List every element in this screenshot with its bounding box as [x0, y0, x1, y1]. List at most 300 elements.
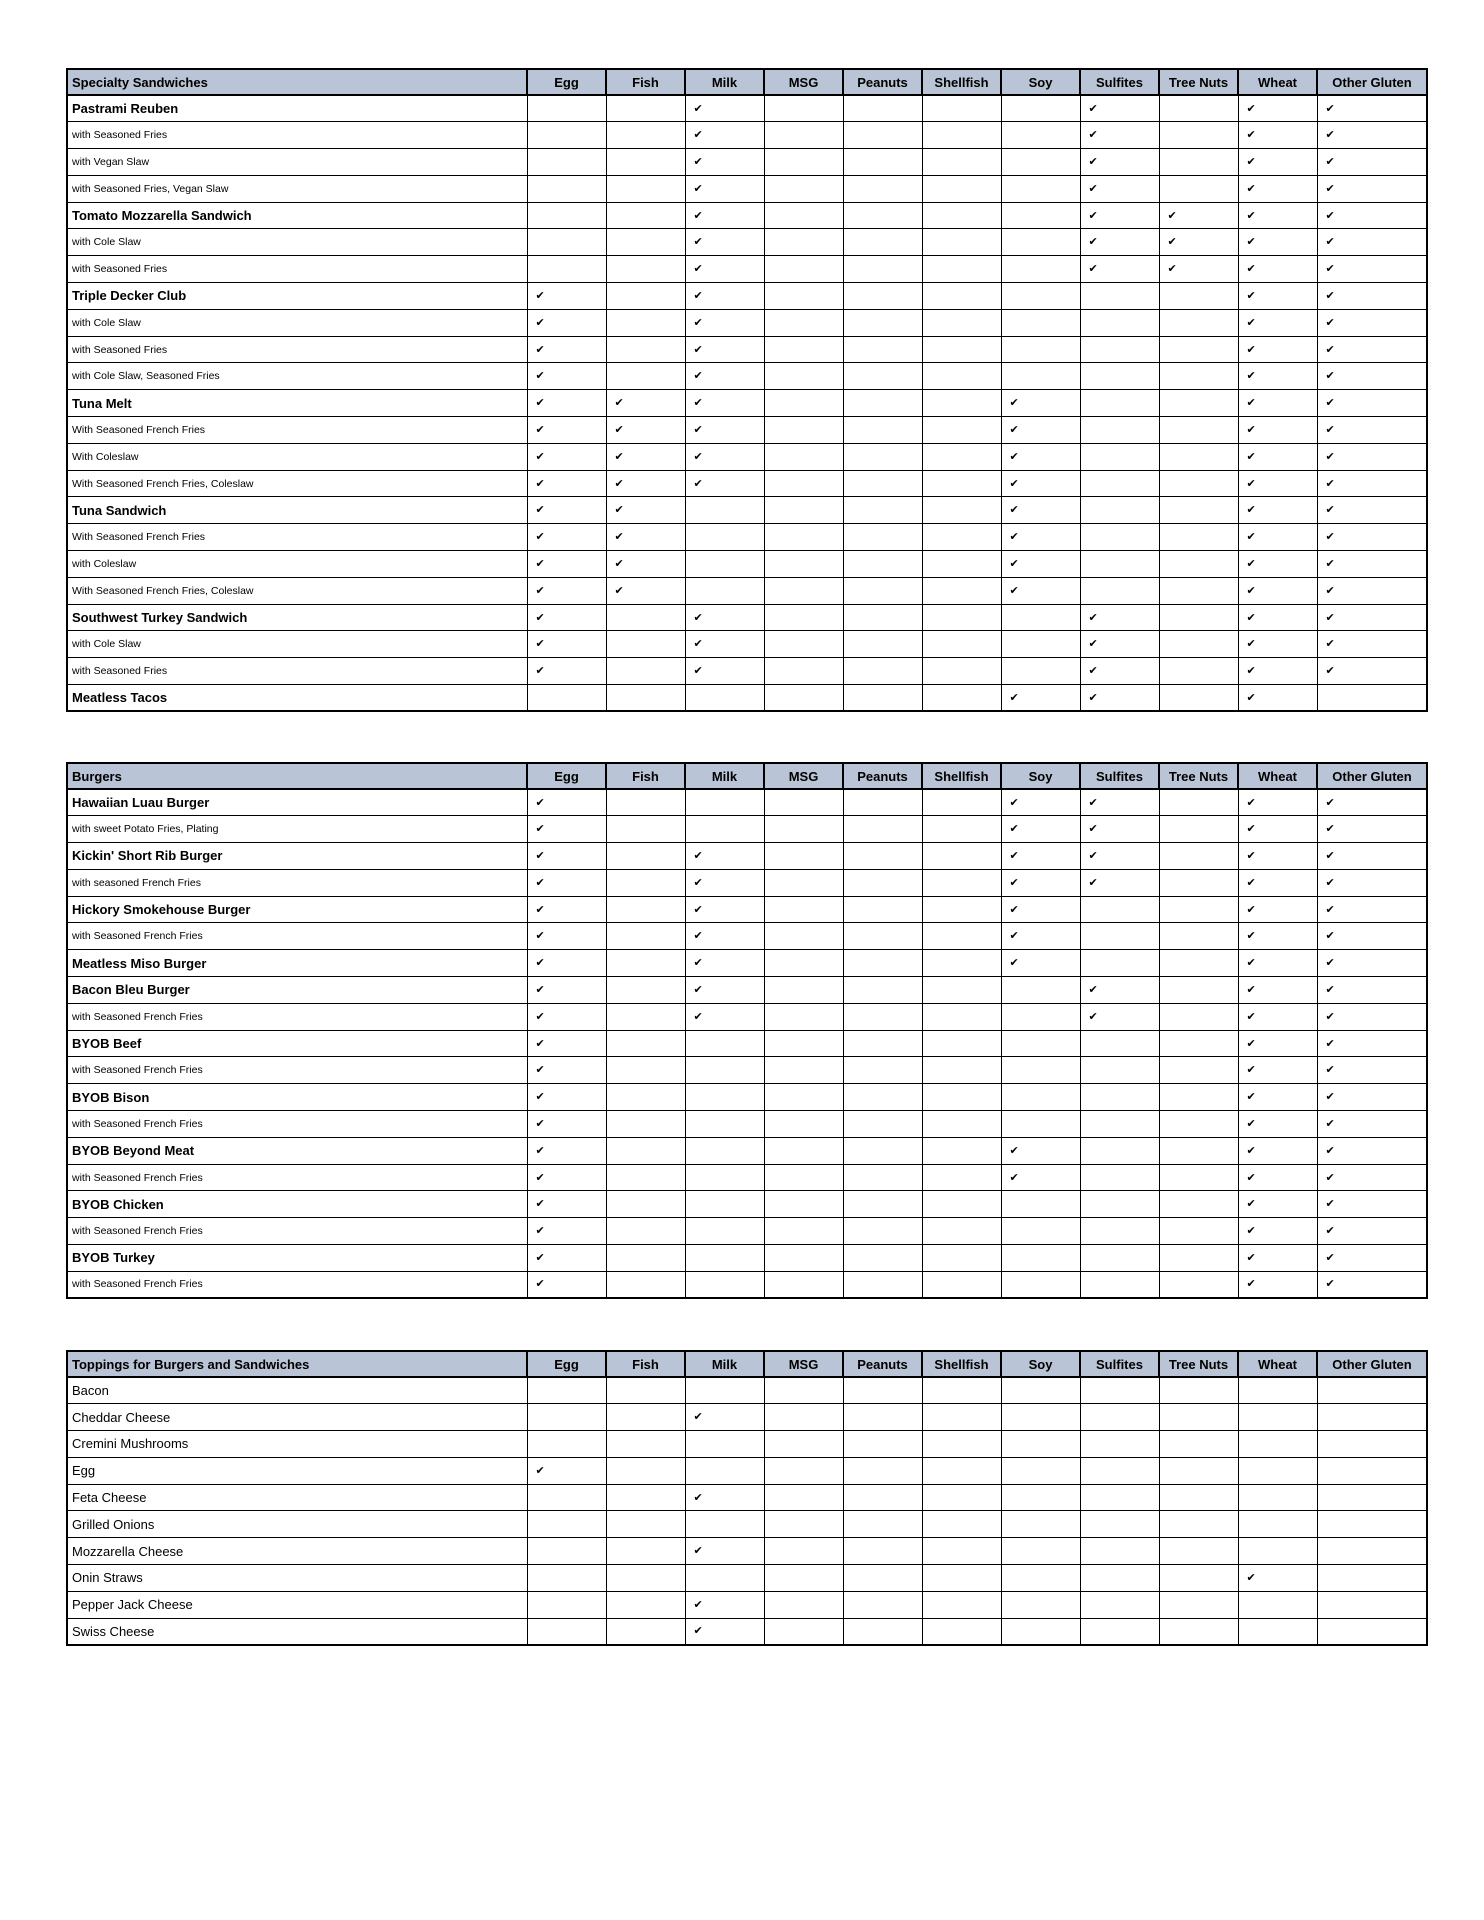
allergen-cell-wheat: [1238, 1511, 1317, 1538]
allergen-cell-soy: [1001, 577, 1080, 604]
allergen-cell-tree-nuts: [1159, 1030, 1238, 1057]
allergen-cell-tree-nuts: [1159, 1618, 1238, 1645]
allergen-cell-milk: [685, 1538, 764, 1565]
allergen-cell-milk: [685, 229, 764, 256]
check-mark-icon: ✔: [693, 209, 703, 222]
allergen-cell-peanuts: [843, 497, 922, 524]
allergen-cell-msg: [764, 229, 843, 256]
check-mark-icon: ✔: [1246, 957, 1256, 970]
allergen-cell-tree-nuts: [1159, 175, 1238, 202]
check-mark-icon: ✔: [1009, 531, 1019, 544]
allergen-cell-sulfites: [1080, 1003, 1159, 1030]
allergen-cell-soy: [1001, 896, 1080, 923]
allergen-cell-peanuts: [843, 1137, 922, 1164]
check-mark-icon: ✔: [1325, 876, 1335, 889]
check-mark-icon: ✔: [1009, 796, 1019, 809]
allergen-cell-soy: [1001, 1404, 1080, 1431]
allergen-cell-peanuts: [843, 1191, 922, 1218]
allergen-cell-other-gluten: [1317, 1431, 1427, 1458]
allergen-cell-egg: [527, 229, 606, 256]
check-mark-icon: ✔: [535, 1037, 545, 1050]
allergen-cell-shellfish: [922, 950, 1001, 977]
check-mark-icon: ✔: [1325, 1198, 1335, 1211]
check-mark-icon: ✔: [693, 983, 703, 996]
check-mark-icon: ✔: [1088, 236, 1098, 249]
allergen-cell-sulfites: [1080, 363, 1159, 390]
allergen-cell-soy: [1001, 229, 1080, 256]
allergen-cell-wheat: [1238, 229, 1317, 256]
allergen-cell-soy: [1001, 1164, 1080, 1191]
check-mark-icon: ✔: [1325, 450, 1335, 463]
table-row: [67, 497, 1427, 524]
allergen-cell-tree-nuts: [1159, 1538, 1238, 1565]
allergen-cell-egg: [527, 1137, 606, 1164]
allergen-cell-shellfish: [922, 1271, 1001, 1298]
allergen-cell-other-gluten: [1317, 1404, 1427, 1431]
allergen-cell-wheat: [1238, 363, 1317, 390]
allergen-cell-milk: [685, 1164, 764, 1191]
allergen-cell-sulfites: [1080, 896, 1159, 923]
check-mark-icon: ✔: [1088, 823, 1098, 836]
check-mark-icon: ✔: [1246, 102, 1256, 115]
column-header-wheat: Wheat: [1238, 1351, 1317, 1377]
check-mark-icon: ✔: [1246, 263, 1256, 276]
allergen-cell-other-gluten: [1317, 1191, 1427, 1218]
check-mark-icon: ✔: [614, 450, 624, 463]
menu-item-name: BYOB Chicken: [67, 1191, 527, 1218]
allergen-cell-sulfites: [1080, 497, 1159, 524]
check-mark-icon: ✔: [693, 182, 703, 195]
allergen-cell-soy: [1001, 417, 1080, 444]
allergen-cell-shellfish: [922, 789, 1001, 816]
allergen-cell-other-gluten: [1317, 1057, 1427, 1084]
allergen-cell-sulfites: [1080, 122, 1159, 149]
allergen-cell-msg: [764, 256, 843, 283]
allergen-cell-tree-nuts: [1159, 1565, 1238, 1592]
allergen-cell-peanuts: [843, 1218, 922, 1245]
allergen-cell-wheat: [1238, 950, 1317, 977]
table-row: [67, 1618, 1427, 1645]
allergen-cell-tree-nuts: [1159, 1431, 1238, 1458]
side-option-name: with sweet Potato Fries, Plating: [67, 816, 527, 843]
allergen-cell-egg: [527, 604, 606, 631]
allergen-cell-sulfites: [1080, 1057, 1159, 1084]
allergen-cell-fish: [606, 1084, 685, 1111]
allergen-cell-egg: [527, 149, 606, 176]
allergen-cell-msg: [764, 1030, 843, 1057]
table-row: [67, 604, 1427, 631]
allergen-cell-peanuts: [843, 336, 922, 363]
allergen-cell-tree-nuts: [1159, 1591, 1238, 1618]
allergen-cell-other-gluten: [1317, 658, 1427, 685]
allergen-cell-milk: [685, 1484, 764, 1511]
check-mark-icon: ✔: [1088, 155, 1098, 168]
table-row: [67, 631, 1427, 658]
table-row: [67, 1565, 1427, 1592]
column-header-egg: Egg: [527, 69, 606, 95]
allergen-cell-milk: [685, 336, 764, 363]
allergen-cell-fish: [606, 1003, 685, 1030]
allergen-cell-sulfites: [1080, 1404, 1159, 1431]
check-mark-icon: ✔: [693, 611, 703, 624]
menu-item-name: Bacon: [67, 1377, 527, 1404]
allergen-cell-sulfites: [1080, 202, 1159, 229]
table-row: [67, 283, 1427, 310]
allergen-cell-egg: [527, 631, 606, 658]
menu-item-name: Grilled Onions: [67, 1511, 527, 1538]
side-option-name: With Seasoned French Fries: [67, 417, 527, 444]
allergen-cell-fish: [606, 1057, 685, 1084]
allergen-cell-milk: [685, 202, 764, 229]
check-mark-icon: ✔: [614, 397, 624, 410]
allergen-cell-milk: [685, 1137, 764, 1164]
check-mark-icon: ✔: [535, 823, 545, 836]
check-mark-icon: ✔: [693, 665, 703, 678]
allergen-cell-egg: [527, 577, 606, 604]
allergen-cell-soy: [1001, 1003, 1080, 1030]
menu-item-name: BYOB Beyond Meat: [67, 1137, 527, 1164]
allergen-cell-peanuts: [843, 229, 922, 256]
allergen-cell-fish: [606, 175, 685, 202]
allergen-cell-milk: [685, 551, 764, 578]
check-mark-icon: ✔: [693, 957, 703, 970]
allergen-cell-msg: [764, 1457, 843, 1484]
allergen-cell-milk: [685, 95, 764, 122]
check-mark-icon: ✔: [1325, 557, 1335, 570]
allergen-cell-sulfites: [1080, 869, 1159, 896]
allergen-cell-shellfish: [922, 1404, 1001, 1431]
allergen-cell-other-gluten: [1317, 1271, 1427, 1298]
allergen-cell-milk: [685, 869, 764, 896]
check-mark-icon: ✔: [1325, 1091, 1335, 1104]
check-mark-icon: ✔: [1246, 504, 1256, 517]
check-mark-icon: ✔: [1009, 504, 1019, 517]
allergen-cell-milk: [685, 1191, 764, 1218]
allergen-cell-msg: [764, 122, 843, 149]
allergen-cell-milk: [685, 470, 764, 497]
column-header-sulfites: Sulfites: [1080, 69, 1159, 95]
allergen-cell-wheat: [1238, 256, 1317, 283]
side-option-name: with Cole Slaw, Seasoned Fries: [67, 363, 527, 390]
allergen-cell-other-gluten: [1317, 843, 1427, 870]
check-mark-icon: ✔: [535, 370, 545, 383]
check-mark-icon: ✔: [1325, 1010, 1335, 1023]
allergen-cell-tree-nuts: [1159, 631, 1238, 658]
check-mark-icon: ✔: [1325, 236, 1335, 249]
allergen-cell-msg: [764, 1431, 843, 1458]
allergen-cell-peanuts: [843, 1084, 922, 1111]
allergen-cell-msg: [764, 283, 843, 310]
allergen-cell-sulfites: [1080, 283, 1159, 310]
allergen-cell-milk: [685, 1084, 764, 1111]
header-row: [67, 69, 1427, 95]
allergen-cell-soy: [1001, 149, 1080, 176]
allergen-cell-milk: [685, 390, 764, 417]
check-mark-icon: ✔: [1325, 903, 1335, 916]
allergen-cell-egg: [527, 816, 606, 843]
allergen-cell-sulfites: [1080, 1377, 1159, 1404]
allergen-cell-milk: [685, 577, 764, 604]
allergen-cell-milk: [685, 497, 764, 524]
allergen-cell-msg: [764, 443, 843, 470]
allergen-cell-tree-nuts: [1159, 923, 1238, 950]
check-mark-icon: ✔: [535, 876, 545, 889]
allergen-cell-other-gluten: [1317, 1484, 1427, 1511]
allergen-cell-other-gluten: [1317, 896, 1427, 923]
allergen-cell-other-gluten: [1317, 577, 1427, 604]
table-row: [67, 1431, 1427, 1458]
table-row: [67, 363, 1427, 390]
allergen-cell-tree-nuts: [1159, 1245, 1238, 1272]
column-header-wheat: Wheat: [1238, 763, 1317, 789]
check-mark-icon: ✔: [1009, 397, 1019, 410]
allergen-cell-soy: [1001, 1271, 1080, 1298]
allergen-cell-shellfish: [922, 1431, 1001, 1458]
column-header-shellfish: Shellfish: [922, 763, 1001, 789]
allergen-cell-peanuts: [843, 950, 922, 977]
column-header-milk: Milk: [685, 69, 764, 95]
allergen-cell-other-gluten: [1317, 977, 1427, 1004]
allergen-cell-wheat: [1238, 1003, 1317, 1030]
table-row: [67, 336, 1427, 363]
allergen-cell-fish: [606, 470, 685, 497]
allergen-cell-sulfites: [1080, 336, 1159, 363]
check-mark-icon: ✔: [535, 504, 545, 517]
allergen-cell-wheat: [1238, 1245, 1317, 1272]
allergen-cell-shellfish: [922, 417, 1001, 444]
allergen-cell-wheat: [1238, 497, 1317, 524]
menu-item-name: Egg: [67, 1457, 527, 1484]
check-mark-icon: ✔: [1246, 638, 1256, 651]
check-mark-icon: ✔: [1088, 849, 1098, 862]
allergen-cell-sulfites: [1080, 658, 1159, 685]
allergen-cell-peanuts: [843, 1245, 922, 1272]
table-row: [67, 950, 1427, 977]
allergen-cell-shellfish: [922, 631, 1001, 658]
check-mark-icon: ✔: [535, 665, 545, 678]
check-mark-icon: ✔: [693, 1545, 703, 1558]
allergen-cell-tree-nuts: [1159, 1404, 1238, 1431]
allergen-cell-shellfish: [922, 816, 1001, 843]
allergen-cell-wheat: [1238, 390, 1317, 417]
allergen-cell-msg: [764, 363, 843, 390]
allergen-cell-egg: [527, 417, 606, 444]
allergen-cell-wheat: [1238, 1591, 1317, 1618]
allergen-cell-peanuts: [843, 551, 922, 578]
check-mark-icon: ✔: [535, 397, 545, 410]
menu-item-name: Pepper Jack Cheese: [67, 1591, 527, 1618]
allergen-cell-other-gluten: [1317, 1218, 1427, 1245]
table-row: [67, 149, 1427, 176]
allergen-cell-milk: [685, 1618, 764, 1645]
table-row: [67, 1137, 1427, 1164]
allergen-cell-sulfites: [1080, 417, 1159, 444]
check-mark-icon: ✔: [535, 796, 545, 809]
allergen-cell-other-gluten: [1317, 1511, 1427, 1538]
allergen-cell-milk: [685, 363, 764, 390]
allergen-cell-tree-nuts: [1159, 1218, 1238, 1245]
table-row: [67, 923, 1427, 950]
allergen-cell-soy: [1001, 869, 1080, 896]
allergen-cell-fish: [606, 896, 685, 923]
allergen-cell-wheat: [1238, 443, 1317, 470]
allergen-cell-msg: [764, 417, 843, 444]
allergen-cell-milk: [685, 977, 764, 1004]
allergen-cell-wheat: [1238, 551, 1317, 578]
allergen-cell-fish: [606, 658, 685, 685]
allergen-cell-wheat: [1238, 631, 1317, 658]
check-mark-icon: ✔: [693, 876, 703, 889]
table-row: [67, 95, 1427, 122]
check-mark-icon: ✔: [1088, 263, 1098, 276]
check-mark-icon: ✔: [693, 450, 703, 463]
table-row: [67, 524, 1427, 551]
allergen-cell-msg: [764, 685, 843, 712]
check-mark-icon: ✔: [693, 930, 703, 943]
allergen-cell-fish: [606, 950, 685, 977]
allergen-cell-peanuts: [843, 470, 922, 497]
side-option-name: with Seasoned French Fries: [67, 1003, 527, 1030]
allergen-cell-shellfish: [922, 977, 1001, 1004]
toppings-table: [66, 1350, 1428, 1646]
allergen-cell-fish: [606, 417, 685, 444]
allergen-cell-tree-nuts: [1159, 950, 1238, 977]
check-mark-icon: ✔: [1246, 423, 1256, 436]
check-mark-icon: ✔: [1167, 209, 1177, 222]
check-mark-icon: ✔: [693, 263, 703, 276]
allergen-cell-wheat: [1238, 1164, 1317, 1191]
allergen-cell-peanuts: [843, 202, 922, 229]
allergen-cell-peanuts: [843, 1164, 922, 1191]
allergen-cell-msg: [764, 202, 843, 229]
check-mark-icon: ✔: [1246, 876, 1256, 889]
menu-item-name: Tomato Mozzarella Sandwich: [67, 202, 527, 229]
check-mark-icon: ✔: [1325, 397, 1335, 410]
allergen-cell-egg: [527, 1030, 606, 1057]
check-mark-icon: ✔: [1246, 182, 1256, 195]
check-mark-icon: ✔: [1325, 584, 1335, 597]
allergen-cell-fish: [606, 524, 685, 551]
check-mark-icon: ✔: [1009, 930, 1019, 943]
allergen-cell-wheat: [1238, 1457, 1317, 1484]
side-option-name: with Cole Slaw: [67, 631, 527, 658]
allergen-cell-sulfites: [1080, 1618, 1159, 1645]
allergen-cell-egg: [527, 390, 606, 417]
allergen-cell-milk: [685, 283, 764, 310]
allergen-cell-egg: [527, 1404, 606, 1431]
allergen-cell-egg: [527, 175, 606, 202]
allergen-cell-egg: [527, 1084, 606, 1111]
table-row: [67, 470, 1427, 497]
allergen-cell-wheat: [1238, 1565, 1317, 1592]
section-title: Burgers: [67, 763, 527, 789]
allergen-cell-fish: [606, 1137, 685, 1164]
table-row: [67, 789, 1427, 816]
allergen-cell-shellfish: [922, 149, 1001, 176]
column-header-egg: Egg: [527, 1351, 606, 1377]
check-mark-icon: ✔: [1325, 316, 1335, 329]
allergen-cell-wheat: [1238, 1431, 1317, 1458]
allergen-cell-soy: [1001, 1591, 1080, 1618]
menu-item-name: Mozzarella Cheese: [67, 1538, 527, 1565]
allergen-cell-wheat: [1238, 604, 1317, 631]
allergen-cell-soy: [1001, 122, 1080, 149]
allergen-cell-milk: [685, 658, 764, 685]
allergen-cell-soy: [1001, 95, 1080, 122]
allergen-cell-egg: [527, 789, 606, 816]
allergen-cell-shellfish: [922, 551, 1001, 578]
table-row: [67, 1484, 1427, 1511]
check-mark-icon: ✔: [535, 1464, 545, 1477]
allergen-cell-wheat: [1238, 417, 1317, 444]
allergen-cell-tree-nuts: [1159, 1484, 1238, 1511]
allergen-cell-other-gluten: [1317, 1111, 1427, 1138]
allergen-cell-shellfish: [922, 336, 1001, 363]
allergen-cell-peanuts: [843, 1457, 922, 1484]
allergen-cell-tree-nuts: [1159, 604, 1238, 631]
allergen-cell-shellfish: [922, 1591, 1001, 1618]
allergen-cell-milk: [685, 1457, 764, 1484]
allergen-cell-peanuts: [843, 1618, 922, 1645]
allergen-cell-fish: [606, 1511, 685, 1538]
column-header-fish: Fish: [606, 1351, 685, 1377]
allergen-cell-tree-nuts: [1159, 470, 1238, 497]
check-mark-icon: ✔: [693, 638, 703, 651]
check-mark-icon: ✔: [1246, 1278, 1256, 1291]
allergen-cell-other-gluten: [1317, 229, 1427, 256]
check-mark-icon: ✔: [1325, 611, 1335, 624]
check-mark-icon: ✔: [535, 1225, 545, 1238]
allergen-cell-other-gluten: [1317, 443, 1427, 470]
allergen-cell-soy: [1001, 1057, 1080, 1084]
allergen-cell-milk: [685, 1591, 764, 1618]
section-title: Toppings for Burgers and Sandwiches: [67, 1351, 527, 1377]
allergen-cell-sulfites: [1080, 1591, 1159, 1618]
allergen-cell-shellfish: [922, 577, 1001, 604]
allergen-cell-soy: [1001, 1191, 1080, 1218]
check-mark-icon: ✔: [535, 1171, 545, 1184]
column-header-milk: Milk: [685, 763, 764, 789]
allergen-cell-other-gluten: [1317, 789, 1427, 816]
allergen-cell-peanuts: [843, 816, 922, 843]
allergen-cell-tree-nuts: [1159, 816, 1238, 843]
allergen-cell-soy: [1001, 1137, 1080, 1164]
allergen-cell-egg: [527, 1565, 606, 1592]
check-mark-icon: ✔: [1088, 129, 1098, 142]
allergen-cell-sulfites: [1080, 524, 1159, 551]
allergen-cell-soy: [1001, 470, 1080, 497]
allergen-cell-msg: [764, 1565, 843, 1592]
table-row: [67, 685, 1427, 712]
allergen-cell-wheat: [1238, 1484, 1317, 1511]
allergen-cell-soy: [1001, 309, 1080, 336]
menu-item-name: Tuna Sandwich: [67, 497, 527, 524]
allergen-cell-tree-nuts: [1159, 1084, 1238, 1111]
allergen-cell-other-gluten: [1317, 1538, 1427, 1565]
allergen-cell-peanuts: [843, 309, 922, 336]
allergen-cell-sulfites: [1080, 229, 1159, 256]
allergen-cell-wheat: [1238, 95, 1317, 122]
menu-item-name: Feta Cheese: [67, 1484, 527, 1511]
allergen-cell-soy: [1001, 658, 1080, 685]
allergen-cell-other-gluten: [1317, 1003, 1427, 1030]
check-mark-icon: ✔: [614, 477, 624, 490]
allergen-cell-egg: [527, 658, 606, 685]
check-mark-icon: ✔: [1325, 263, 1335, 276]
allergen-cell-peanuts: [843, 658, 922, 685]
allergen-cell-tree-nuts: [1159, 977, 1238, 1004]
column-header-milk: Milk: [685, 1351, 764, 1377]
